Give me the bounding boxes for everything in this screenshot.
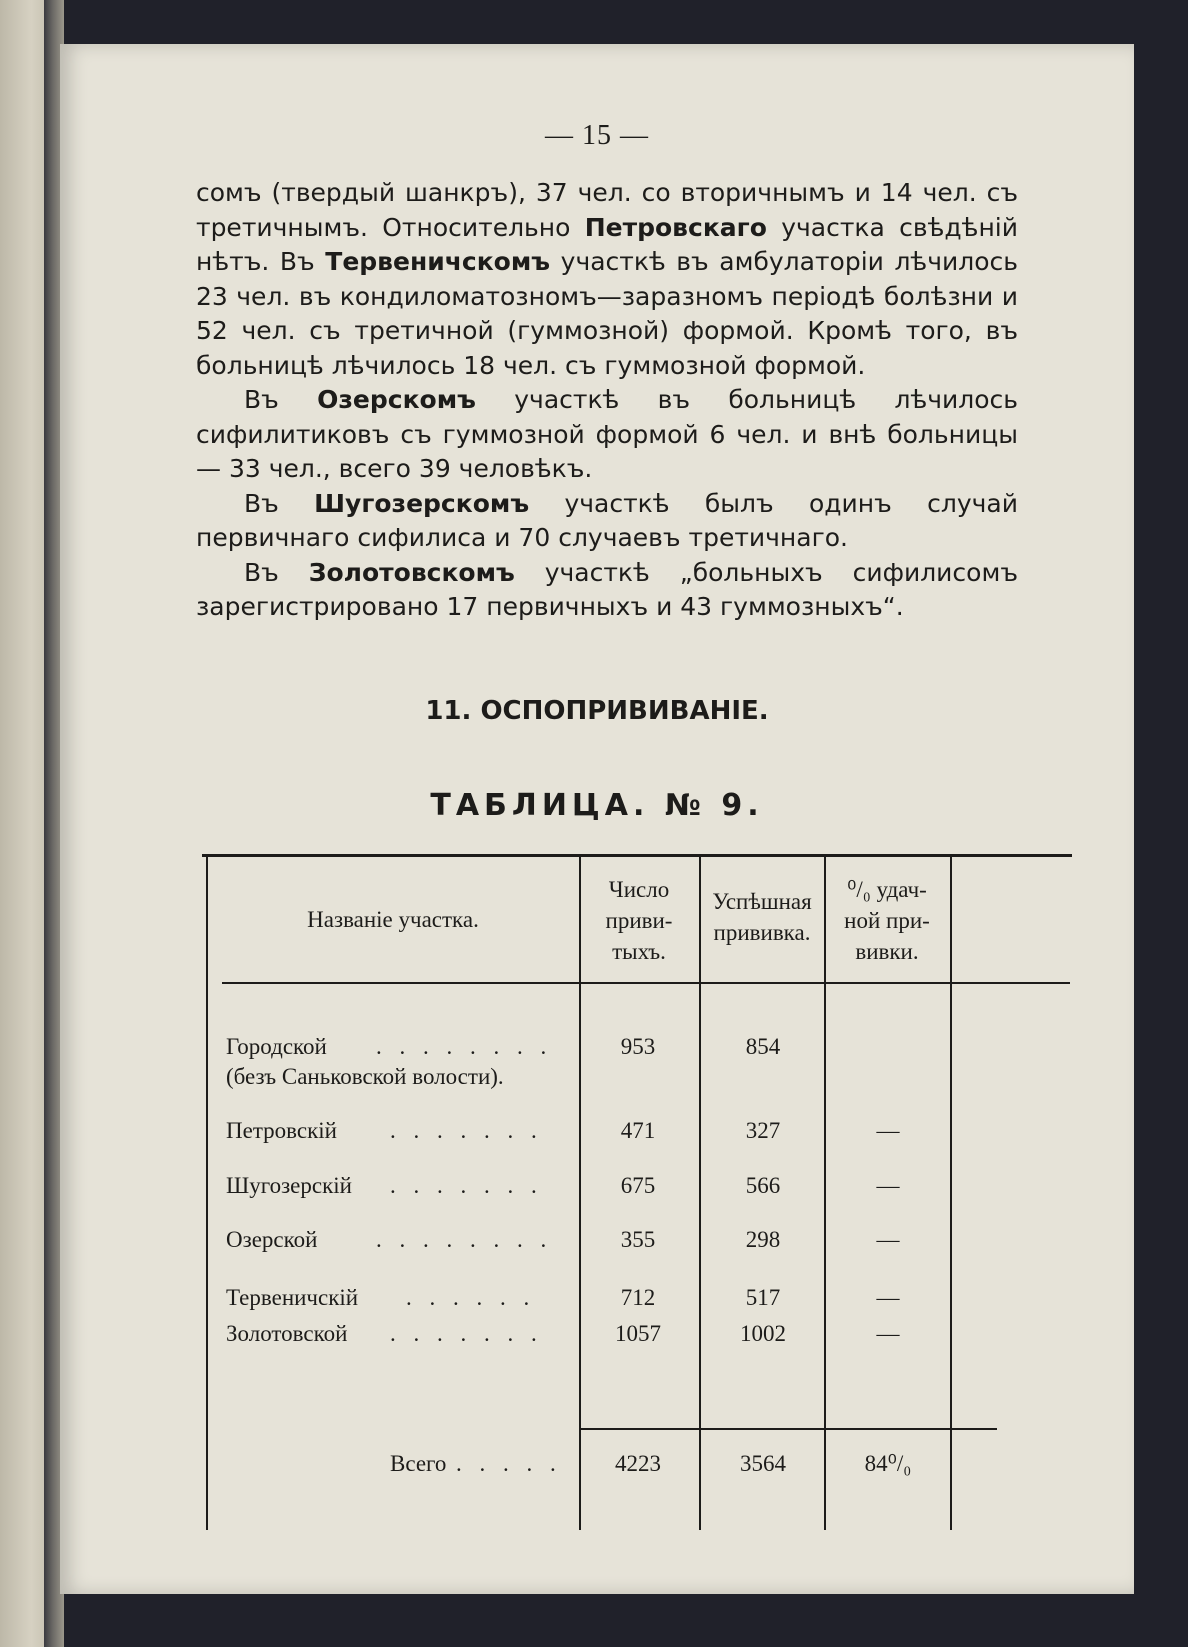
paragraph-2 (196, 383, 1018, 487)
header-line: ⁰/₀ удач- (847, 877, 927, 902)
total-successful: 3564 (740, 1451, 786, 1476)
total-percent: 84⁰/₀ (864, 1451, 912, 1476)
page-number: — 15 — (545, 120, 649, 151)
header-line: прививка. (713, 920, 811, 945)
success-percent: — (876, 1285, 900, 1310)
leader-dots: . . . . . . (406, 1285, 536, 1310)
vaccinated-count: 675 (620, 1173, 656, 1198)
district-name-bold: Озерскомъ (317, 385, 476, 414)
text-run: Въ (244, 557, 309, 587)
district-name-bold: Шугозерскомъ (314, 488, 530, 518)
successful-count: 517 (745, 1285, 781, 1310)
header-successful (701, 886, 823, 948)
success-percent: — (876, 1321, 900, 1346)
district-name-bold: Тервеничскомъ (325, 247, 551, 276)
successful-count: 327 (745, 1118, 781, 1143)
successful-count: 566 (745, 1173, 781, 1198)
header-line: вивки. (855, 939, 919, 964)
vaccinated-count: 1057 (615, 1321, 661, 1346)
paragraph-4 (196, 556, 1018, 625)
column-divider (699, 856, 701, 1530)
header-line: Число (608, 877, 670, 902)
table-right-border (950, 856, 952, 1530)
district-name: Тервеничскій (226, 1285, 359, 1310)
district-name: Озерской (226, 1227, 318, 1252)
total-vaccinated: 4223 (615, 1451, 661, 1476)
text-run: участкѣ въ амбулаторіи лѣчилось 23 чел. въ кондиломатозномъ—заразномъ періодѣ болѣзни и 52 чел. съ третичной (гуммозной) формой. Кромѣ того, въ больницѣ лѣчилось 18 чел. съ гуммозной формой. (196, 247, 1018, 380)
table-top-rule (202, 854, 1072, 857)
text-run: участка свѣдѣній нѣтъ. Въ (196, 212, 1019, 276)
text-run: участкѣ былъ одинъ случай первичнаго сифилиса и 70 случаевъ третичнаго. (196, 488, 1018, 552)
header-line: ной при- (844, 908, 930, 933)
paragraph-3 (196, 487, 1018, 556)
header-vaccinated (581, 874, 697, 967)
leader-dots: . . . . . . . (390, 1321, 543, 1346)
vaccinated-count: 355 (620, 1227, 656, 1252)
leader-dots: . . . . . (456, 1451, 562, 1476)
text-run: сомъ (твердый шанкръ), 37 чел. со вторичнымъ и 14 чел. съ третичнымъ. Относительно (196, 178, 1018, 242)
header-line: Успѣшная (712, 889, 812, 914)
header-line: тыхъ. (612, 939, 666, 964)
district-name: Шугозерскій (226, 1173, 352, 1198)
success-percent: — (876, 1227, 900, 1252)
table-title: ТАБЛИЦА. № 9. (430, 788, 764, 823)
district-name-bold: Золотовскомъ (308, 557, 515, 587)
vaccinated-count: 471 (620, 1118, 656, 1143)
table-total-rule (579, 1428, 997, 1430)
text-run: участкѣ въ больницѣ лѣчилось сифилитиковъ съ гуммозной формой 6 чел. и внѣ больницы— 33 чел., всего 39 человѣкъ. (196, 385, 1019, 483)
district-name: Городской (226, 1034, 327, 1059)
success-percent: — (876, 1173, 900, 1198)
successful-count: 298 (745, 1227, 781, 1252)
paragraph-1 (196, 176, 1018, 383)
leader-dots: . . . . . . . . (376, 1227, 553, 1252)
body-text (196, 176, 1018, 625)
district-note: (безъ Саньковской волости). (226, 1064, 504, 1089)
leader-dots: . . . . . . . (390, 1173, 543, 1198)
book-page (60, 44, 1134, 1594)
successful-count: 1002 (740, 1321, 786, 1346)
vaccinated-count: 953 (620, 1034, 656, 1059)
header-district-name: Названіе участка. (307, 907, 479, 932)
total-label: Всего (390, 1451, 447, 1476)
header-line: приви- (605, 908, 673, 933)
success-percent: — (876, 1118, 900, 1143)
district-name: Золотовской (226, 1321, 348, 1346)
text-run: Въ (244, 488, 315, 518)
district-name-bold: Петровскаго (584, 212, 767, 242)
table-left-border (206, 856, 208, 1530)
header-percent (826, 874, 948, 967)
vaccinated-count: 712 (620, 1285, 656, 1310)
leader-dots: . . . . . . . (390, 1118, 543, 1143)
section-heading: 11. ОСПОПРИВИВАНІЕ. (425, 696, 769, 726)
successful-count: 854 (745, 1034, 781, 1059)
leader-dots: . . . . . . . . (376, 1034, 553, 1059)
text-run: участкѣ „больныхъ сифилисомъ зарегистрировано 17 первичныхъ и 43 гуммозныхъ“. (196, 557, 1018, 621)
table-header-rule (222, 982, 1070, 984)
text-run: Въ (244, 385, 318, 414)
district-name: Петровскій (226, 1118, 337, 1143)
